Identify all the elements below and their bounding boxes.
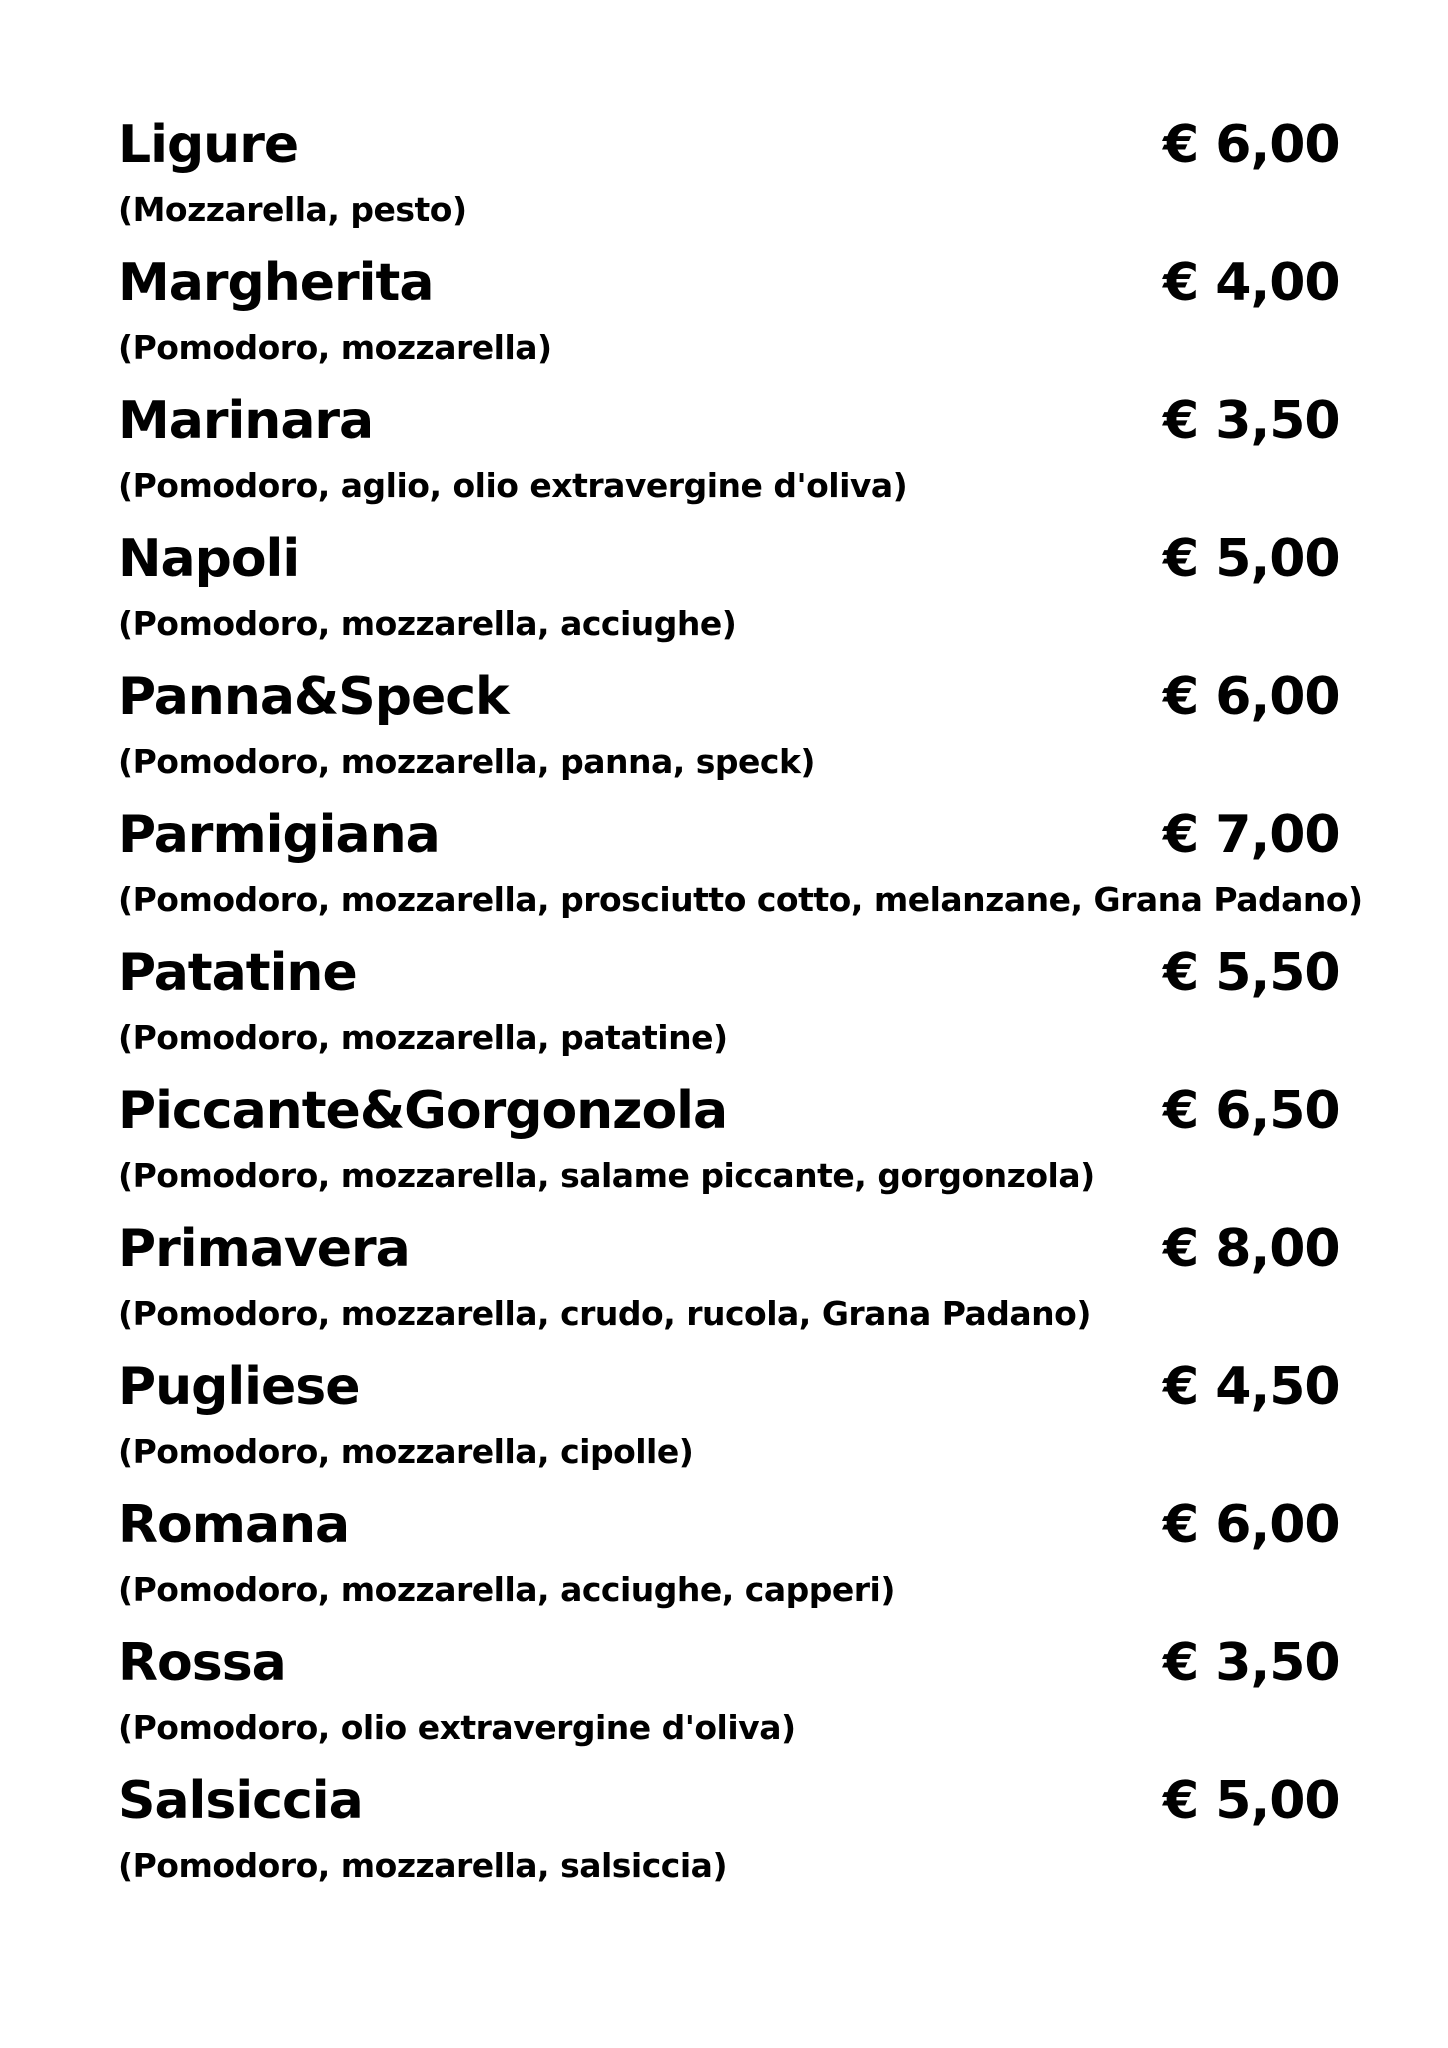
- item-description: (Pomodoro, mozzarella, crudo, rucola, Grana Padano): [118, 1294, 1091, 1333]
- item-name: Parmigiana: [118, 805, 440, 865]
- item-price: € 6,00: [1163, 115, 1340, 175]
- menu-item: [118, 936, 1338, 1074]
- menu-item: [118, 108, 1338, 246]
- item-name: Primavera: [118, 1219, 410, 1279]
- item-price: € 3,50: [1163, 391, 1340, 451]
- item-name: Piccante&Gorgonzola: [118, 1081, 728, 1141]
- item-description: (Pomodoro, aglio, olio extravergine d'oliva): [118, 466, 908, 505]
- menu-item: [118, 1764, 1338, 1902]
- item-name: Panna&Speck: [118, 667, 509, 727]
- item-description: (Pomodoro, mozzarella, patatine): [118, 1018, 728, 1057]
- item-price: € 4,50: [1163, 1357, 1340, 1417]
- item-name: Napoli: [118, 529, 300, 589]
- item-name: Marinara: [118, 391, 374, 451]
- item-description: (Pomodoro, mozzarella, cipolle): [118, 1432, 694, 1471]
- menu-item: [118, 1626, 1338, 1764]
- item-name: Romana: [118, 1495, 350, 1555]
- menu-item: [118, 660, 1338, 798]
- item-price: € 5,50: [1163, 943, 1340, 1003]
- pizza-menu: [118, 108, 1363, 1902]
- menu-item: [118, 246, 1338, 384]
- item-description: (Pomodoro, mozzarella): [118, 328, 552, 367]
- item-description: (Pomodoro, mozzarella, salame piccante, gorgonzola): [118, 1156, 1095, 1195]
- item-name: Patatine: [118, 943, 357, 1003]
- menu-item: [118, 1488, 1338, 1626]
- menu-item: [118, 522, 1338, 660]
- item-description: (Pomodoro, mozzarella, salsiccia): [118, 1846, 728, 1885]
- item-price: € 7,00: [1163, 805, 1340, 865]
- item-price: € 5,00: [1163, 529, 1340, 589]
- item-description: (Mozzarella, pesto): [118, 190, 467, 229]
- item-name: Rossa: [118, 1633, 286, 1693]
- item-name: Salsiccia: [118, 1771, 363, 1831]
- item-price: € 6,50: [1163, 1081, 1340, 1141]
- item-price: € 4,00: [1163, 253, 1340, 313]
- item-description: (Pomodoro, olio extravergine d'oliva): [118, 1708, 796, 1747]
- item-description: (Pomodoro, mozzarella, prosciutto cotto, melanzane, Grana Padano): [118, 880, 1363, 919]
- menu-item: [118, 1212, 1338, 1350]
- menu-item: [118, 1074, 1338, 1212]
- item-price: € 8,00: [1163, 1219, 1340, 1279]
- item-description: (Pomodoro, mozzarella, acciughe, capperi): [118, 1570, 895, 1609]
- item-name: Ligure: [118, 115, 299, 175]
- menu-item: [118, 384, 1338, 522]
- item-price: € 5,00: [1163, 1771, 1340, 1831]
- item-price: € 6,00: [1163, 667, 1340, 727]
- item-price: € 3,50: [1163, 1633, 1340, 1693]
- item-description: (Pomodoro, mozzarella, panna, speck): [118, 742, 815, 781]
- item-description: (Pomodoro, mozzarella, acciughe): [118, 604, 737, 643]
- item-price: € 6,00: [1163, 1495, 1340, 1555]
- menu-item: [118, 798, 1363, 936]
- item-name: Pugliese: [118, 1357, 360, 1417]
- menu-item: [118, 1350, 1338, 1488]
- item-name: Margherita: [118, 253, 434, 313]
